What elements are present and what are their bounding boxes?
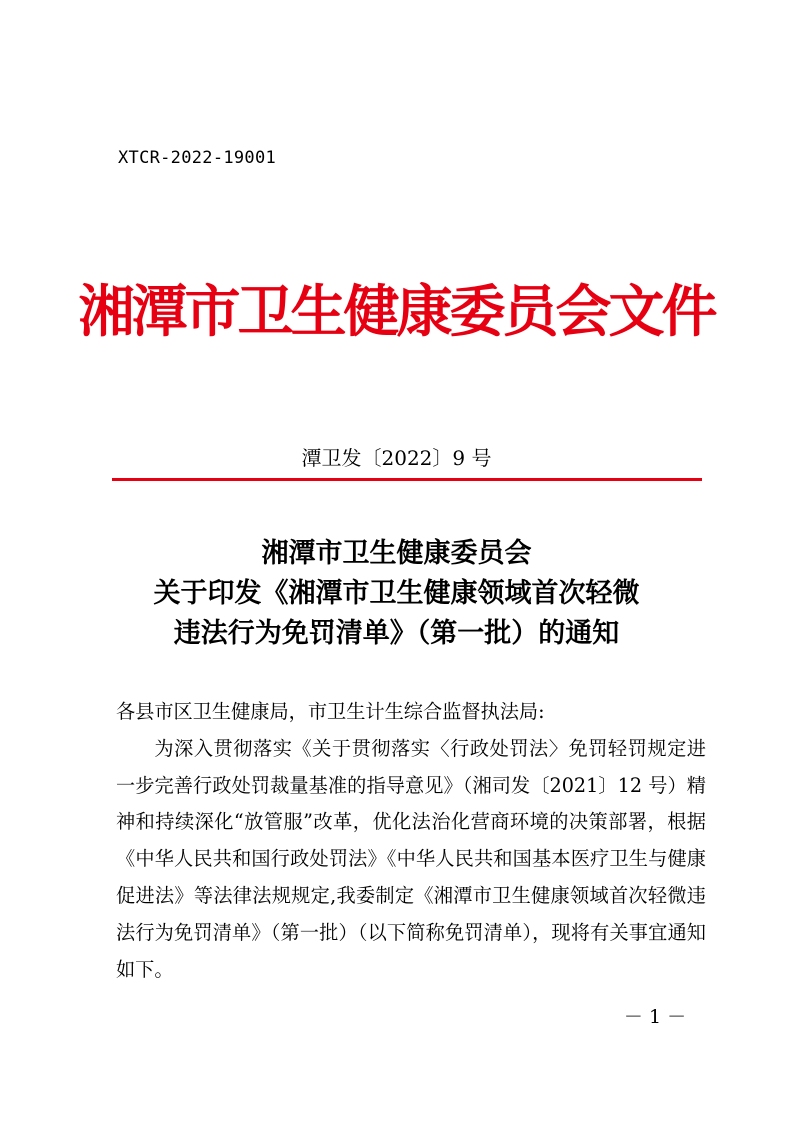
- document-body: [116, 694, 706, 988]
- page-number: － 1 －: [623, 1006, 687, 1028]
- issuer-title: 湘潭市卫生健康委员会文件: [78, 279, 715, 345]
- notice-title: [0, 534, 793, 654]
- red-divider-line: [112, 478, 702, 481]
- notice-title-line-2: 关于印发《湘潭市卫生健康领域首次轻微: [153, 578, 640, 609]
- document-number: 潭卫发〔2022〕9 号: [301, 446, 492, 470]
- document-code: XTCR-2022-19001: [118, 148, 277, 168]
- salutation: 各县市区卫生健康局，市卫生计生综合监督执法局:: [116, 700, 545, 723]
- notice-title-line-1: 湘潭市卫生健康委员会: [261, 538, 532, 569]
- body-paragraph: 为深入贯彻落实《关于贯彻落实〈行政处罚法〉免罚轻罚规定进一步完善行政处罚裁量基准的指导意见》（湘司发〔2021〕12 号）精神和持续深化“放管服”改革，优化法治化营商环境的决策部署，根据《中华人民共和国行政处罚法》《中华人民共和国基本医疗卫生与健康促进法》等法律法规规定,我委制定《湘潭市卫生健康领域首次轻微违法行为免罚清单》（第一批）（以下简称免罚清单），现将有关事宜通知如下。: [116, 736, 706, 981]
- notice-title-line-3: 违法行为免罚清单》（第一批）的通知: [173, 618, 620, 649]
